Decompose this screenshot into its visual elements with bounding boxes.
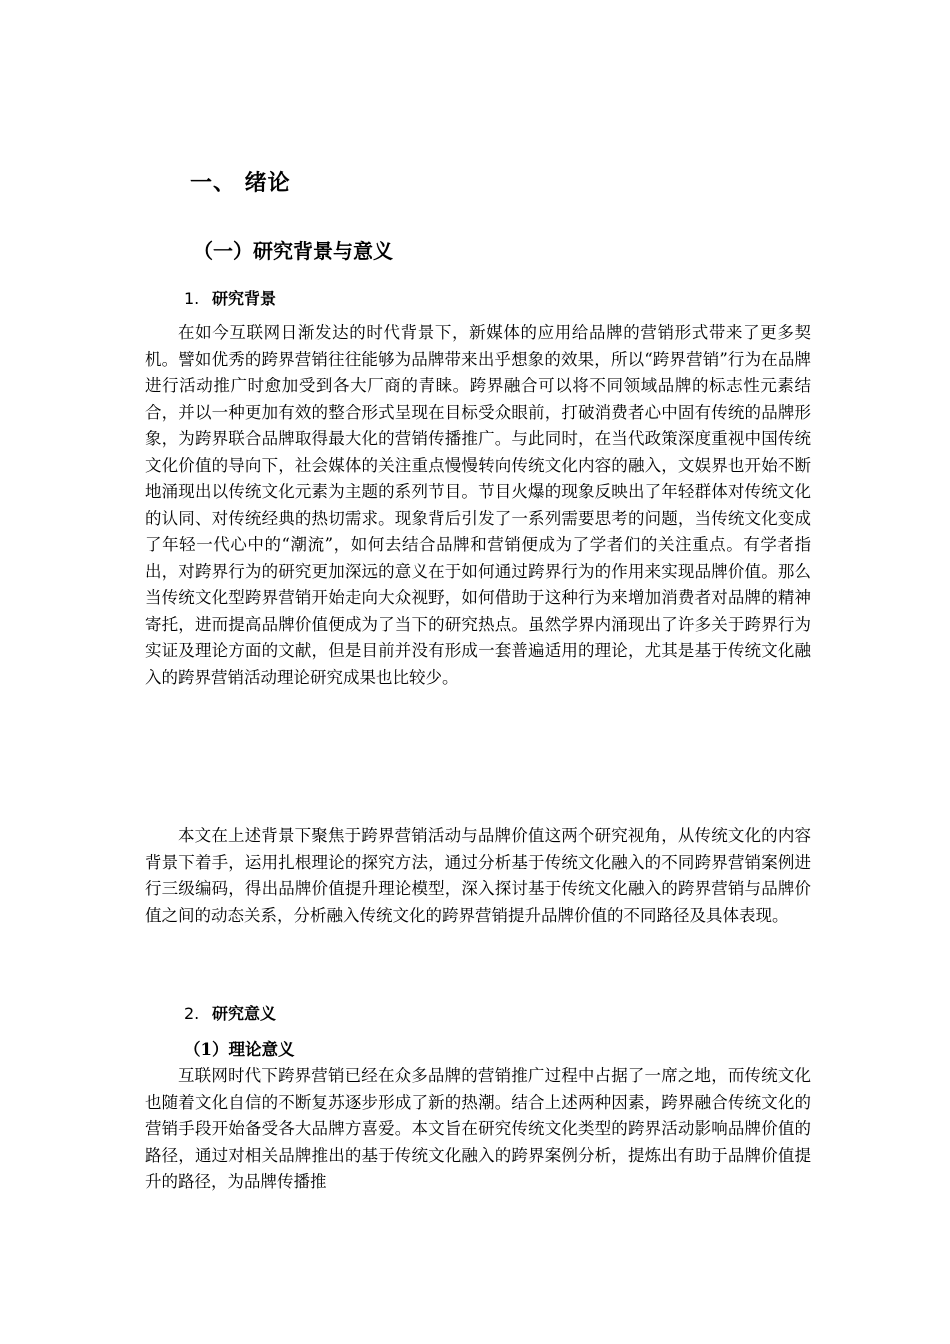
theoretical-significance-paragraph: 互联网时代下跨界营销已经在众多品牌的营销推广过程中占据了一席之地，而传统文化也随着文化自信的不断复苏逐步形成了新的热潮。结合上述两种因素，跨界融合传统文化的营销手段开始备受各大品牌方喜爱。本文旨在研究传统文化类型的跨界活动影响品牌价值的路径，通过对相关品牌推出的基于传统文化融入的跨界案例分析，提炼出有助于品牌价值提升的路径，为品牌传播推 [145, 1066, 811, 1191]
section-heading: （一）研究背景与意义 [193, 239, 393, 263]
subsection-heading-significance [184, 1001, 276, 1024]
chapter-heading: 一、 绪论 [190, 171, 291, 196]
theoretical-significance-heading: （1）理论意义 [184, 1040, 295, 1059]
subsection-number: 2. [184, 1004, 200, 1023]
subsection-heading-background [184, 286, 276, 309]
subsection-title: 研究意义 [212, 1004, 277, 1023]
background-paragraph-2: 本文在上述背景下聚焦于跨界营销活动与品牌价值这两个研究视角，从传统文化的内容背景下着手，运用扎根理论的探究方法，通过分析基于传统文化融入的不同跨界营销案例进行三级编码，得出品牌价值提升理论模型，深入探讨基于传统文化融入的跨界营销与品牌价值之间的动态关系，分析融入传统文化的跨界营销提升品牌价值的不同路径及具体表现。 [145, 826, 811, 925]
subsection-title: 研究背景 [212, 289, 277, 308]
background-paragraph-1: 在如今互联网日渐发达的时代背景下，新媒体的应用给品牌的营销形式带来了更多契机。譬如优秀的跨界营销往往能够为品牌带来出乎想象的效果，所以“跨界营销”行为在品牌进行活动推广时愈加受到各大厂商的青睐。跨界融合可以将不同领域品牌的标志性元素结合，并以一种更加有效的整合形式呈现在目标受众眼前，打破消费者心中固有传统的品牌形象，为跨界联合品牌取得最大化的营销传播推广。与此同时，在当代政策深度重视中国传统文化价值的导向下，社会媒体的关注重点慢慢转向传统文化内容的融入，文娱界也开始不断地涌现出以传统文化元素为主题的系列节目。节目火爆的现象反映出了年轻群体对传统文化的认同、对传统经典的热切需求。现象背后引发了一系列需要思考的问题，当传统文化变成了年轻一代心中的“潮流”，如何去结合品牌和营销便成为了学者们的关注重点。有学者指出，对跨界行为的研究更加深远的意义在于如何通过跨界行为的作用来实现品牌价值。那么当传统文化型跨界营销开始走向大众视野，如何借助于这种行为来增加消费者对品牌的精神寄托，进而提高品牌价值便成为了当下的研究热点。虽然学界内涌现出了许多关于跨界行为实证及理论方面的文献，但是目前并没有形成一套普遍适用的理论，尤其是基于传统文化融入的跨界营销活动理论研究成果也比较少。 [145, 323, 811, 687]
subsection-number: 1. [184, 289, 200, 308]
